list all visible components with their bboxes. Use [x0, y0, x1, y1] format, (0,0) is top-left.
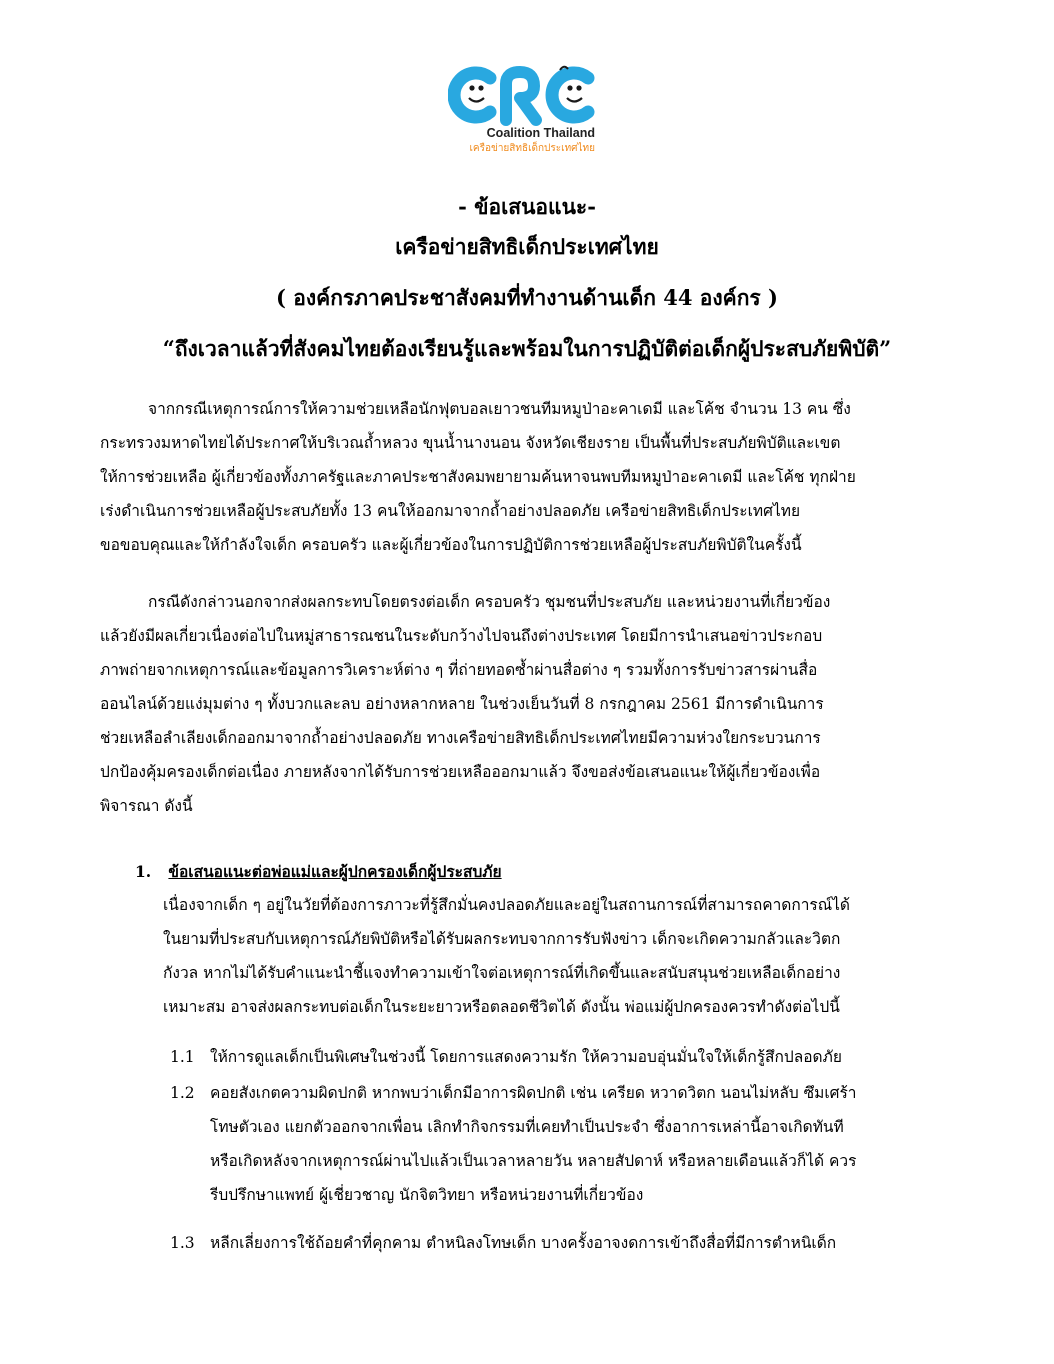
paragraph-line: ช่วยเหลือลำเลียงเด็กออกมาจากถ้ำอย่างปลอดภัย ทางเครือข่ายสิทธิเด็กประเทศไทยมีความห่วงใยกระบวนการ [100, 729, 821, 747]
paragraph-line: จากกรณีเหตุการณ์การให้ความช่วยเหลือนักฟุตบอลเยาวชนทีมหมูป่าอะคาเดมี และโค้ช จำนวน 13 คน ซึ่ง [148, 400, 851, 418]
logo-letter-r [506, 72, 536, 120]
heading-line-3: ( องค์กรภาคประชาสังคมที่ทำงานด้านเด็ก 44 องค์กร ) [276, 285, 778, 310]
item-line: คอยสังเกตความผิดปกติ หากพบว่าเด็กมีอาการผิดปกติ เช่น เครียด หวาดวิตก นอนไม่หลับ ซึมเศร้า [210, 1084, 857, 1102]
paragraph-line: เร่งดำเนินการช่วยเหลือผู้ประสบภัยทั้ง 13 คนให้ออกมาจากถ้ำอย่างปลอดภัย เครือข่ายสิทธิเด็กประเทศไทย [100, 502, 801, 520]
paragraph-line: ขอขอบคุณและให้กำลังใจเด็ก ครอบครัว และผู้เกี่ยวข้องในการปฏิบัติการช่วยเหลือผู้ประสบภัยพิบัติในครั้งนี้ [100, 536, 802, 554]
section-1-heading [135, 858, 502, 886]
paragraph-line: ภาพถ่ายจากเหตุการณ์และข้อมูลการวิเคราะห์ต่าง ๆ ที่ถ่ายทอดซ้ำผ่านสื่อต่าง ๆ รวมทั้งการรับข่าวสารผ่านสื่อ [100, 661, 818, 679]
paragraph-1 [100, 392, 938, 562]
logo-letter-c-left [454, 73, 490, 117]
item-line: หรือเกิดหลังจากเหตุการณ์ผ่านไปแล้วเป็นเวลาหลายวัน หลายสัปดาห์ หรือหลายเดือนแล้วก็ได้ ควร [210, 1152, 857, 1170]
item-number: 1.3 [170, 1234, 195, 1252]
item-line: รีบปรึกษาแพทย์ ผู้เชี่ยวชาญ นักจิตวิทยา หรือหน่วยงานที่เกี่ยวข้อง [210, 1186, 644, 1204]
item-number: 1.2 [170, 1084, 195, 1102]
logo-letter-c-right [552, 73, 588, 117]
paragraph-line: ออนไลน์ด้วยแง่มุมต่าง ๆ ทั้งบวกและลบ อย่างหลากหลาย ในช่วงเย็นวันที่ 8 กรกฎาคม 2561 มีการดำเนินการ [100, 695, 824, 713]
section-body-line: เนื่องจากเด็ก ๆ อยู่ในวัยที่ต้องการภาวะที่รู้สึกมั่นคงปลอดภัยและอยู่ในสถานการณ์ที่สามารถคาดการณ์ได้ [163, 896, 850, 914]
section-number: 1. [135, 862, 152, 881]
paragraph-line: แล้วยังมีผลเกี่ยวเนื่องต่อไปในหมู่สาธารณชนในระดับกว้างไปจนถึงต่างประเทศ โดยมีการนำเสนอข่าวประกอบ [100, 627, 823, 645]
item-line: ให้การดูแลเด็กเป็นพิเศษในช่วงนี้ โดยการแสดงความรัก ให้ความอบอุ่นมั่นใจให้เด็กรู้สึกปลอดภัย [210, 1048, 842, 1066]
paragraph-line: ให้การช่วยเหลือ ผู้เกี่ยวข้องทั้งภาครัฐและภาคประชาสังคมพยายามค้นหาจนพบทีมหมูป่าอะคาเดมี และโค้ช ทุกฝ่าย [100, 468, 856, 486]
section-body-line: เหมาะสม อาจส่งผลกระทบต่อเด็กในระยะยาวหรือตลอดชีวิตได้ ดังนั้น พ่อแม่ผู้ปกครองควรทำดังต่อไปนี้ [163, 998, 840, 1016]
paragraph-line: ปกป้องคุ้มครองเด็กต่อเนื่อง ภายหลังจากได้รับการช่วยเหลือออกมาแล้ว จึงขอส่งข้อเสนอแนะให้ผู้เกี่ยวข้องเพื่อ [100, 763, 821, 781]
section-1-body [163, 888, 939, 1024]
paragraph-line: พิจารณา ดังนี้ [100, 797, 193, 815]
heading-line-4: “ถึงเวลาแล้วที่สังคมไทยต้องเรียนรู้และพร้อมในการปฏิบัติต่อเด็กผู้ประสบภัยพิบัติ” [162, 336, 892, 361]
section-body-line: ในยามที่ประสบกับเหตุการณ์ภัยพิบัติหรือได้รับผลกระทบจากการรับฟังข่าว เด็กจะเกิดความกลัวและวิตก [163, 930, 841, 948]
heading-line-2: เครือข่ายสิทธิเด็กประเทศไทย [395, 234, 659, 259]
item-number: 1.1 [170, 1048, 195, 1066]
item-line: โทษตัวเอง แยกตัวออกจากเพื่อน เลิกทำกิจกรรมที่เคยทำเป็นประจำ ซึ่งอาการเหล่านี้อาจเกิดทันที [210, 1118, 844, 1136]
paragraph-line: กรณีดังกล่าวนอกจากส่งผลกระทบโดยตรงต่อเด็ก ครอบครัว ชุมชนที่ประสบภัย และหน่วยงานที่เกี่ยวข้อง [148, 593, 831, 611]
paragraph-line: กระทรวงมหาดไทยได้ประกาศให้บริเวณถ้ำหลวง ขุนน้ำนางนอน จังหวัดเชียงราย เป็นพื้นที่ประสบภัยพิบัติและเขต [100, 434, 841, 452]
section-title: ข้อเสนอแนะต่อพ่อแม่และผู้ปกครองเด็กผู้ประสบภัย [168, 862, 502, 881]
heading-line-1: - ข้อเสนอแนะ- [458, 194, 596, 219]
logo-subtitle-thai: เครือข่ายสิทธิเด็กประเทศไทย [469, 143, 595, 154]
paragraph-2 [100, 585, 938, 823]
section-body-line: กังวล หากไม่ได้รับคำแนะนำชี้แจงทำความเข้าใจต่อเหตุการณ์ที่เกิดขึ้นและสนับสนุนช่วยเหลือเด็กอย่าง [163, 964, 841, 982]
logo-subtitle: Coalition Thailand [486, 126, 595, 140]
item-line: หลีกเลี่ยงการใช้ถ้อยคำที่คุกคาม ตำหนิลงโทษเด็ก บางครั้งอาจงดการเข้าถึงสื่อที่มีการตำหนิเด็ก [210, 1234, 837, 1252]
